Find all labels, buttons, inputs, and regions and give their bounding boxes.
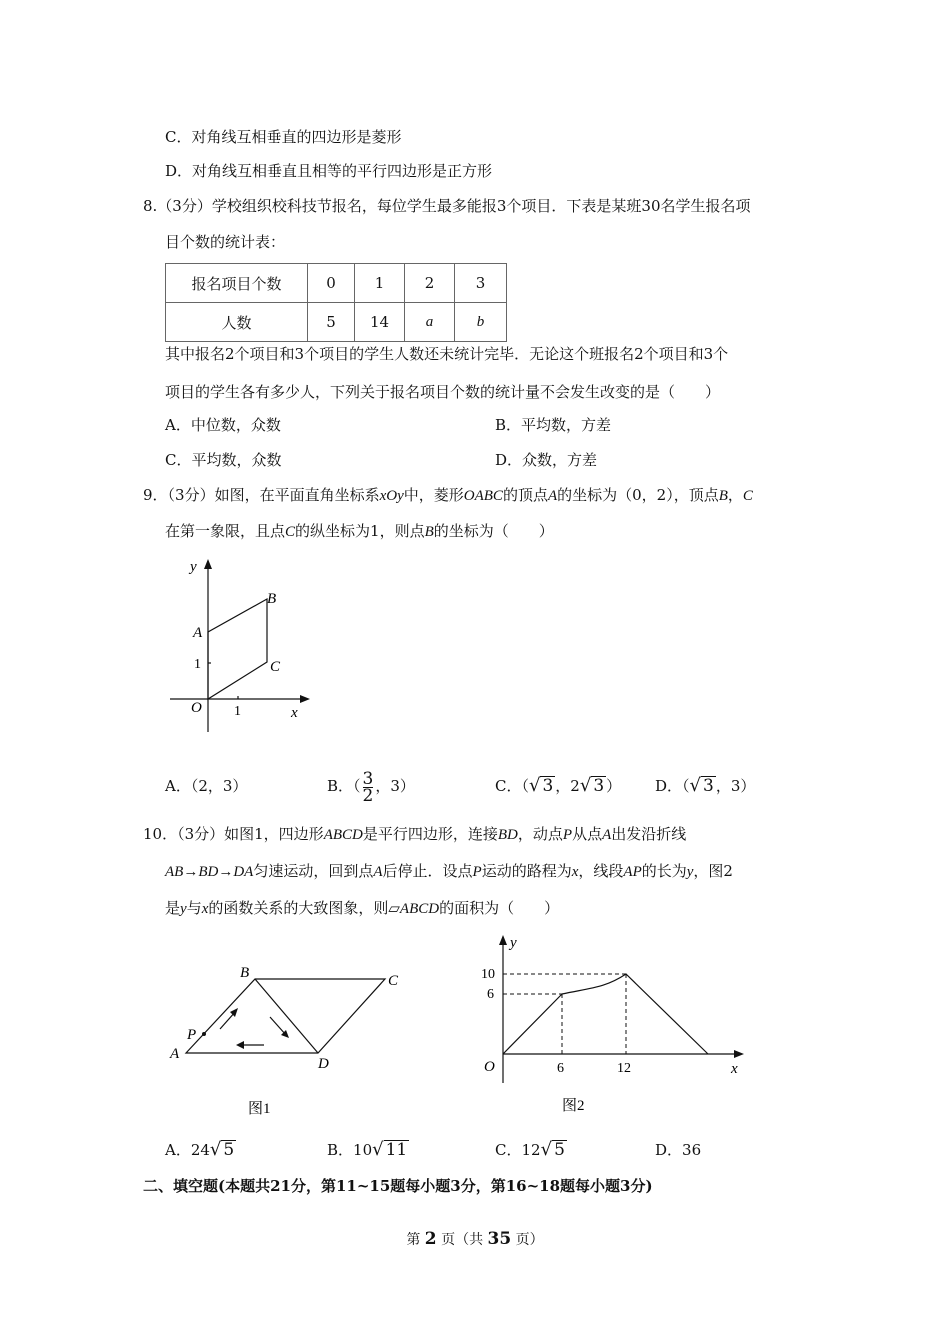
fig2-tick-6x: 6 xyxy=(557,1061,564,1076)
fig2-label-y: y xyxy=(510,935,517,951)
q7-option-d: D．对角线互相垂直且相等的平行四边形是正方形 xyxy=(165,162,493,180)
table-cell: 人数 xyxy=(166,303,308,342)
function-graph xyxy=(503,974,708,1054)
q10-stem-line1: 10．（3分）如图1，四边形ABCD是平行四边形，连接BD，动点P从点A出发沿折线 xyxy=(143,825,687,843)
q10-stem-line3: 是y与x的函数关系的大致图象，则▱ABCD的面积为（ ） xyxy=(165,899,560,917)
q9-option-c: C．（√ 3 ，2√ 3 ） xyxy=(495,775,622,796)
x-axis-arrow-icon xyxy=(300,695,310,703)
q8-stat-table xyxy=(165,263,507,342)
fig-tick-x1: 1 xyxy=(234,704,241,719)
q10-option-a: A．24√ 5 xyxy=(165,1139,235,1160)
fig1-label-b: B xyxy=(240,965,250,981)
q10-option-c: C．12√ 5 xyxy=(495,1139,565,1160)
fig2-caption: 图2 xyxy=(562,1098,585,1114)
fig1-caption: 图1 xyxy=(248,1101,271,1117)
fig2-tick-6y: 6 xyxy=(487,987,494,1002)
fig2-label-o: O xyxy=(484,1059,495,1075)
q9-option-b: B．（ $\frac{3}{2}$ ，3） xyxy=(327,768,415,806)
q10-stem-line2: AB→BD→DA匀速运动，回到点A后停止．设点P运动的路程为x，线段AP的长为y，图2 xyxy=(165,862,733,880)
table-cell: 报名项目个数 xyxy=(166,264,308,303)
q10-option-d: D．36 xyxy=(655,1141,702,1159)
fig-label-y: y xyxy=(190,559,197,575)
q8-stem-line2: 目个数的统计表： xyxy=(165,233,286,251)
page-footer: 第 2 页（共 35 页） xyxy=(406,1229,544,1249)
point-p xyxy=(202,1032,206,1036)
q9-option-a: A．（2，3） xyxy=(165,777,248,795)
x-axis-arrow-icon xyxy=(734,1050,744,1058)
fig-label-x: x xyxy=(291,705,298,721)
fig-label-o: O xyxy=(191,700,202,716)
fig2-label-x: x xyxy=(731,1061,738,1077)
q8-option-c: C．平均数，众数 xyxy=(165,451,282,469)
table-cell: 14 xyxy=(355,303,405,342)
fig2-tick-12: 12 xyxy=(617,1061,631,1076)
q10-figure-2 xyxy=(470,928,755,1118)
q8-option-d: D．众数，方差 xyxy=(495,451,598,469)
arrow-bd-icon xyxy=(270,1017,286,1035)
q8-option-b: B．平均数，方差 xyxy=(495,416,612,434)
fig-tick-y1: 1 xyxy=(194,657,201,672)
q9-stem-line1: 9．（3分）如图，在平面直角坐标系xOy中，菱形OABC的顶点A的坐标为（0，2），顶点B，C xyxy=(143,486,753,504)
fig-label-a: A xyxy=(193,625,203,641)
y-axis-arrow-icon xyxy=(204,559,212,569)
q8-stem-line4: 项目的学生各有多少人，下列关于报名项目个数的统计量不会发生改变的是（ ） xyxy=(165,383,721,401)
table-cell: 2 xyxy=(405,264,455,303)
rhombus-oabc xyxy=(208,599,267,699)
q8-stem-line1: 8.（3分）学校组织校科技节报名，每位学生最多能报3个项目．下表是某班30名学生报名项 xyxy=(143,197,751,215)
parallelogram-abcd xyxy=(186,979,385,1053)
fig1-label-p: P xyxy=(187,1027,197,1043)
q8-option-a: A．中位数，众数 xyxy=(165,416,281,434)
table-cell: a xyxy=(405,303,455,342)
table-cell: b xyxy=(455,303,507,342)
fig1-label-a: A xyxy=(170,1046,180,1062)
fig1-label-d: D xyxy=(318,1056,329,1072)
q7-option-c: C．对角线互相垂直的四边形是菱形 xyxy=(165,128,402,146)
table-cell: 1 xyxy=(355,264,405,303)
fraction: $\frac{3}{2}$ xyxy=(362,768,374,806)
table-row xyxy=(166,303,507,342)
q9-figure xyxy=(160,555,320,740)
section-heading: 二、填空题(本题共21分，第11~15题每小题3分，第16~18题每小题3分) xyxy=(143,1177,653,1195)
q9-stem-line2: 在第一象限，且点C的纵坐标为1，则点B的坐标为（ ） xyxy=(165,522,554,540)
q9-option-d: D．（√ 3 ，3） xyxy=(655,775,756,796)
table-cell: 3 xyxy=(455,264,507,303)
fig2-tick-10: 10 xyxy=(481,967,495,982)
page-total: 35 xyxy=(487,1229,512,1249)
q10-option-b: B．10√ 11 xyxy=(327,1139,408,1160)
table-cell: 5 xyxy=(308,303,355,342)
y-axis-arrow-icon xyxy=(499,935,507,945)
q8-stem-line3: 其中报名2个项目和3个项目的学生人数还未统计完毕．无论这个班报名2个项目和3个 xyxy=(165,345,729,363)
q10-figure-1 xyxy=(160,955,410,1120)
diagonal-bd xyxy=(255,979,318,1053)
page-number: 2 xyxy=(424,1229,437,1249)
fig1-label-c: C xyxy=(388,973,399,989)
table-cell: 0 xyxy=(308,264,355,303)
fig-label-b: B xyxy=(267,591,277,607)
fig-label-c: C xyxy=(270,659,281,675)
table-row xyxy=(166,264,507,303)
